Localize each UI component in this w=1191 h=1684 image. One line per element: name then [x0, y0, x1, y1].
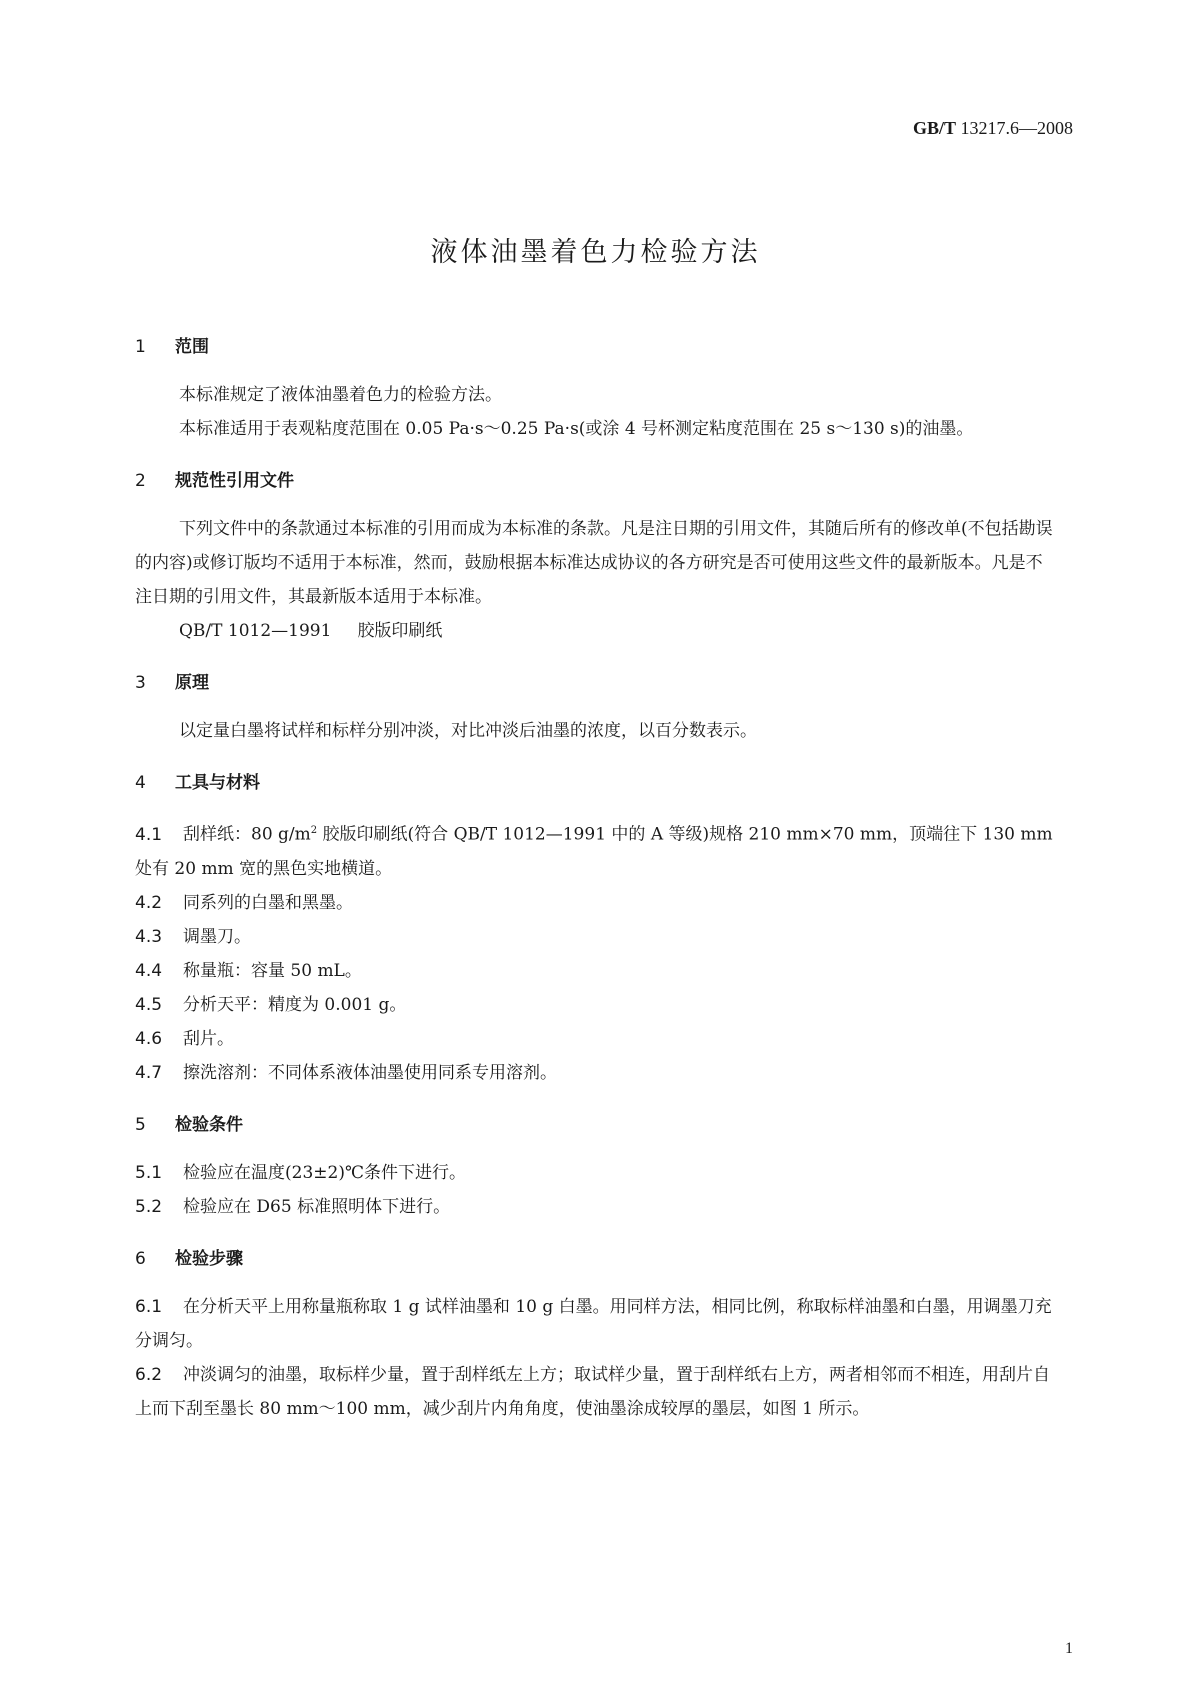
- clause-4-6: 4.6 刮片。: [135, 1028, 234, 1049]
- clause-4-4: 4.4 称量瓶：容量 50 mL。: [135, 960, 362, 981]
- section-heading-1: 1 范围: [135, 337, 209, 357]
- page-number: 1: [1065, 1640, 1073, 1657]
- principle-paragraph: 以定量白墨将试样和标样分别冲淡，对比冲淡后油墨的浓度，以百分数表示。: [179, 721, 757, 741]
- section-heading-2: 2 规范性引用文件: [135, 471, 294, 491]
- reference-code: QB/T 1012—1991: [179, 621, 332, 641]
- reference-title: 胶版印刷纸: [357, 621, 443, 641]
- standard-number: 13217.6—2008: [960, 118, 1073, 138]
- scope-paragraph-2: 本标准适用于表观粘度范围在 0.05 Pa·s～0.25 Pa·s(或涂 4 号杯测定粘度范围在 25 s～130 s)的油墨。: [179, 419, 974, 439]
- section-heading-5: 5 检验条件: [135, 1114, 243, 1135]
- clause-5-1: 5.1 检验应在温度(23±2)℃条件下进行。: [135, 1162, 466, 1183]
- section-heading-3: 3 原理: [135, 673, 209, 693]
- clause-5-2: 5.2 检验应在 D65 标准照明体下进行。: [135, 1196, 451, 1217]
- document-body: [135, 330, 1055, 1426]
- clause-4-2: 4.2 同系列的白墨和黑墨。: [135, 892, 353, 913]
- clause-4-3: 4.3 调墨刀。: [135, 926, 251, 947]
- section-heading-4: 4 工具与材料: [135, 773, 260, 793]
- standard-code: [913, 118, 1073, 139]
- scope-paragraph-1: 本标准规定了液体油墨着色力的检验方法。: [179, 385, 502, 405]
- clause-4-1: 4.1 刮样纸：80 $g/m^2$ 胶版印刷纸(符合 QB/T 1012—1991 中的 A 等级)规格 210 mm×70 mm，顶端往下 130 mm 处有 20 mm 宽的黑色实地横道。: [135, 824, 1053, 879]
- clause-6-1: 6.1 在分析天平上用称量瓶称取 1 g 试样油墨和 10 g 白墨。用同样方法，相同比例，称取标样油墨和白墨，用调墨刀充分调匀。: [135, 1296, 1052, 1351]
- standard-prefix: GB/T: [912, 118, 956, 138]
- normative-references-paragraph: 下列文件中的条款通过本标准的引用而成为本标准的条款。凡是注日期的引用文件，其随后所有的修改单(不包括勘误的内容)或修订版均不适用于本标准，然而，鼓励根据本标准达成协议的各方研究是否可使用这些文件的最新版本。凡是不注日期的引用文件，其最新版本适用于本标准。: [135, 519, 1053, 607]
- clause-4-5: 4.5 分析天平：精度为 0.001 g。: [135, 994, 407, 1015]
- clause-4-7: 4.7 擦洗溶剂：不同体系液体油墨使用同系专用溶剂。: [135, 1062, 557, 1083]
- clause-6-2: 6.2 冲淡调匀的油墨，取标样少量，置于刮样纸左上方；取试样少量，置于刮样纸右上方，两者相邻而不相连，用刮片自上而下刮至墨长 80 mm～100 mm，减少刮片内角角度，使油墨涂成较厚的墨层，如图 1 所示。: [135, 1364, 1050, 1419]
- section-heading-6: 6 检验步骤: [135, 1248, 243, 1269]
- document-title: 液体油墨着色力检验方法: [430, 237, 761, 268]
- reference-entry: [135, 614, 1055, 648]
